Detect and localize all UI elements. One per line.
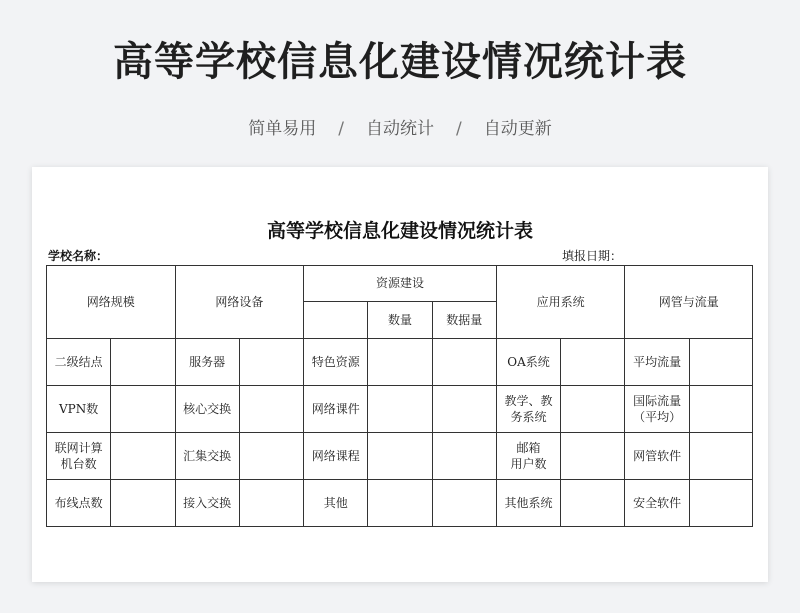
- network-scale-label-text: VPN数: [59, 401, 99, 416]
- network-equipment-value[interactable]: [239, 386, 303, 433]
- network-scale-label: [47, 386, 111, 433]
- network-equipment-label: [175, 480, 239, 527]
- header-quantity: 数量: [368, 302, 432, 339]
- resource-quantity-value[interactable]: [368, 433, 432, 480]
- management-traffic-label-text: 安全软件: [633, 495, 682, 510]
- resource-data-volume-value[interactable]: [432, 433, 496, 480]
- network-scale-label: [47, 433, 111, 480]
- management-traffic-label: [625, 386, 689, 433]
- network-equipment-label-text: 汇集交换: [183, 448, 232, 463]
- management-traffic-value[interactable]: [689, 433, 752, 480]
- resource-label: [304, 480, 368, 527]
- report-date-label: 填报日期：: [562, 249, 623, 263]
- management-traffic-label: [625, 480, 689, 527]
- header-resource-building: 资源建设: [304, 266, 497, 302]
- network-equipment-value[interactable]: [239, 480, 303, 527]
- application-system-value[interactable]: [561, 386, 625, 433]
- header-resource-blank: [304, 302, 368, 339]
- network-equipment-value[interactable]: [239, 433, 303, 480]
- resource-label-text: 网络课件: [311, 401, 360, 416]
- application-system-label: [496, 433, 560, 480]
- network-equipment-label-text: 核心交换: [183, 401, 232, 416]
- network-equipment-label: [175, 433, 239, 480]
- network-equipment-label-text: 接入交换: [183, 495, 232, 510]
- management-traffic-label-text: 平均流量: [633, 354, 682, 369]
- header-network-equipment: 网络设备: [175, 266, 304, 339]
- management-traffic-value[interactable]: [689, 339, 752, 386]
- document-title: 高等学校信息化建设情况统计表: [266, 220, 533, 242]
- header-network-scale: 网络规模: [47, 266, 176, 339]
- application-system-value[interactable]: [561, 480, 625, 527]
- application-system-label: [496, 386, 560, 433]
- resource-label: [304, 433, 368, 480]
- application-system-value[interactable]: [561, 433, 625, 480]
- application-system-label-text: 用户数: [510, 457, 547, 471]
- network-scale-label-text: 机台数: [60, 457, 97, 471]
- banner-title: 高等学校信息化建设情况统计表: [113, 39, 687, 85]
- application-system-label: [496, 339, 560, 386]
- resource-label: [304, 339, 368, 386]
- resource-data-volume-value[interactable]: [432, 386, 496, 433]
- resource-data-volume-value[interactable]: [432, 339, 496, 386]
- network-equipment-label: [175, 339, 239, 386]
- network-equipment-label-text: 服务器: [189, 354, 226, 369]
- network-scale-label: [47, 339, 111, 386]
- application-system-label-text: 其他系统: [504, 495, 553, 510]
- tag-separator: /: [338, 119, 344, 139]
- network-equipment-value[interactable]: [239, 339, 303, 386]
- network-scale-label-text: 二级结点: [54, 354, 103, 369]
- resource-quantity-value[interactable]: [368, 339, 432, 386]
- resource-label-text: 其他: [323, 495, 348, 510]
- network-scale-value[interactable]: [111, 386, 175, 433]
- header-management-traffic: 网管与流量: [625, 266, 753, 339]
- tagline: [0, 114, 800, 139]
- application-system-label-text: 邮箱: [516, 440, 541, 455]
- management-traffic-label: [625, 339, 689, 386]
- resource-data-volume-value[interactable]: [432, 480, 496, 527]
- table-row: [47, 480, 753, 527]
- resource-quantity-value[interactable]: [368, 480, 432, 527]
- network-scale-value[interactable]: [111, 433, 175, 480]
- resource-label-text: 网络课程: [311, 448, 360, 463]
- table-row: [47, 433, 753, 480]
- network-equipment-label: [175, 386, 239, 433]
- tag-easy: 简单易用: [248, 119, 317, 139]
- network-scale-value[interactable]: [111, 480, 175, 527]
- header-data-volume: 数据量: [432, 302, 496, 339]
- resource-label: [304, 386, 368, 433]
- application-system-label-text: 务系统: [510, 410, 547, 424]
- statistics-table: [46, 265, 753, 527]
- table-row: [47, 339, 753, 386]
- application-system-label-text: OA系统: [507, 354, 550, 369]
- management-traffic-label-text: 国际流量: [633, 393, 682, 408]
- header-application-systems: 应用系统: [496, 266, 625, 339]
- tag-separator: /: [456, 119, 462, 139]
- tag-auto-stats: 自动统计: [366, 119, 434, 139]
- network-scale-label-text: 布线点数: [54, 495, 103, 510]
- resource-label-text: 特色资源: [311, 354, 360, 369]
- network-scale-label: [47, 480, 111, 527]
- management-traffic-label-text: （平均）: [633, 410, 682, 424]
- tag-auto-update: 自动更新: [483, 119, 552, 139]
- document-sheet: [32, 167, 768, 582]
- table-row: [47, 386, 753, 433]
- network-scale-label-text: 联网计算: [54, 440, 103, 455]
- management-traffic-value[interactable]: [689, 386, 752, 433]
- application-system-label: [496, 480, 560, 527]
- network-scale-value[interactable]: [111, 339, 175, 386]
- management-traffic-value[interactable]: [689, 480, 752, 527]
- application-system-label-text: 教学、教: [504, 393, 553, 408]
- management-traffic-label: [625, 433, 689, 480]
- application-system-value[interactable]: [561, 339, 625, 386]
- school-name-label: 学校名称：: [48, 249, 109, 263]
- resource-quantity-value[interactable]: [368, 386, 432, 433]
- management-traffic-label-text: 网管软件: [633, 448, 682, 463]
